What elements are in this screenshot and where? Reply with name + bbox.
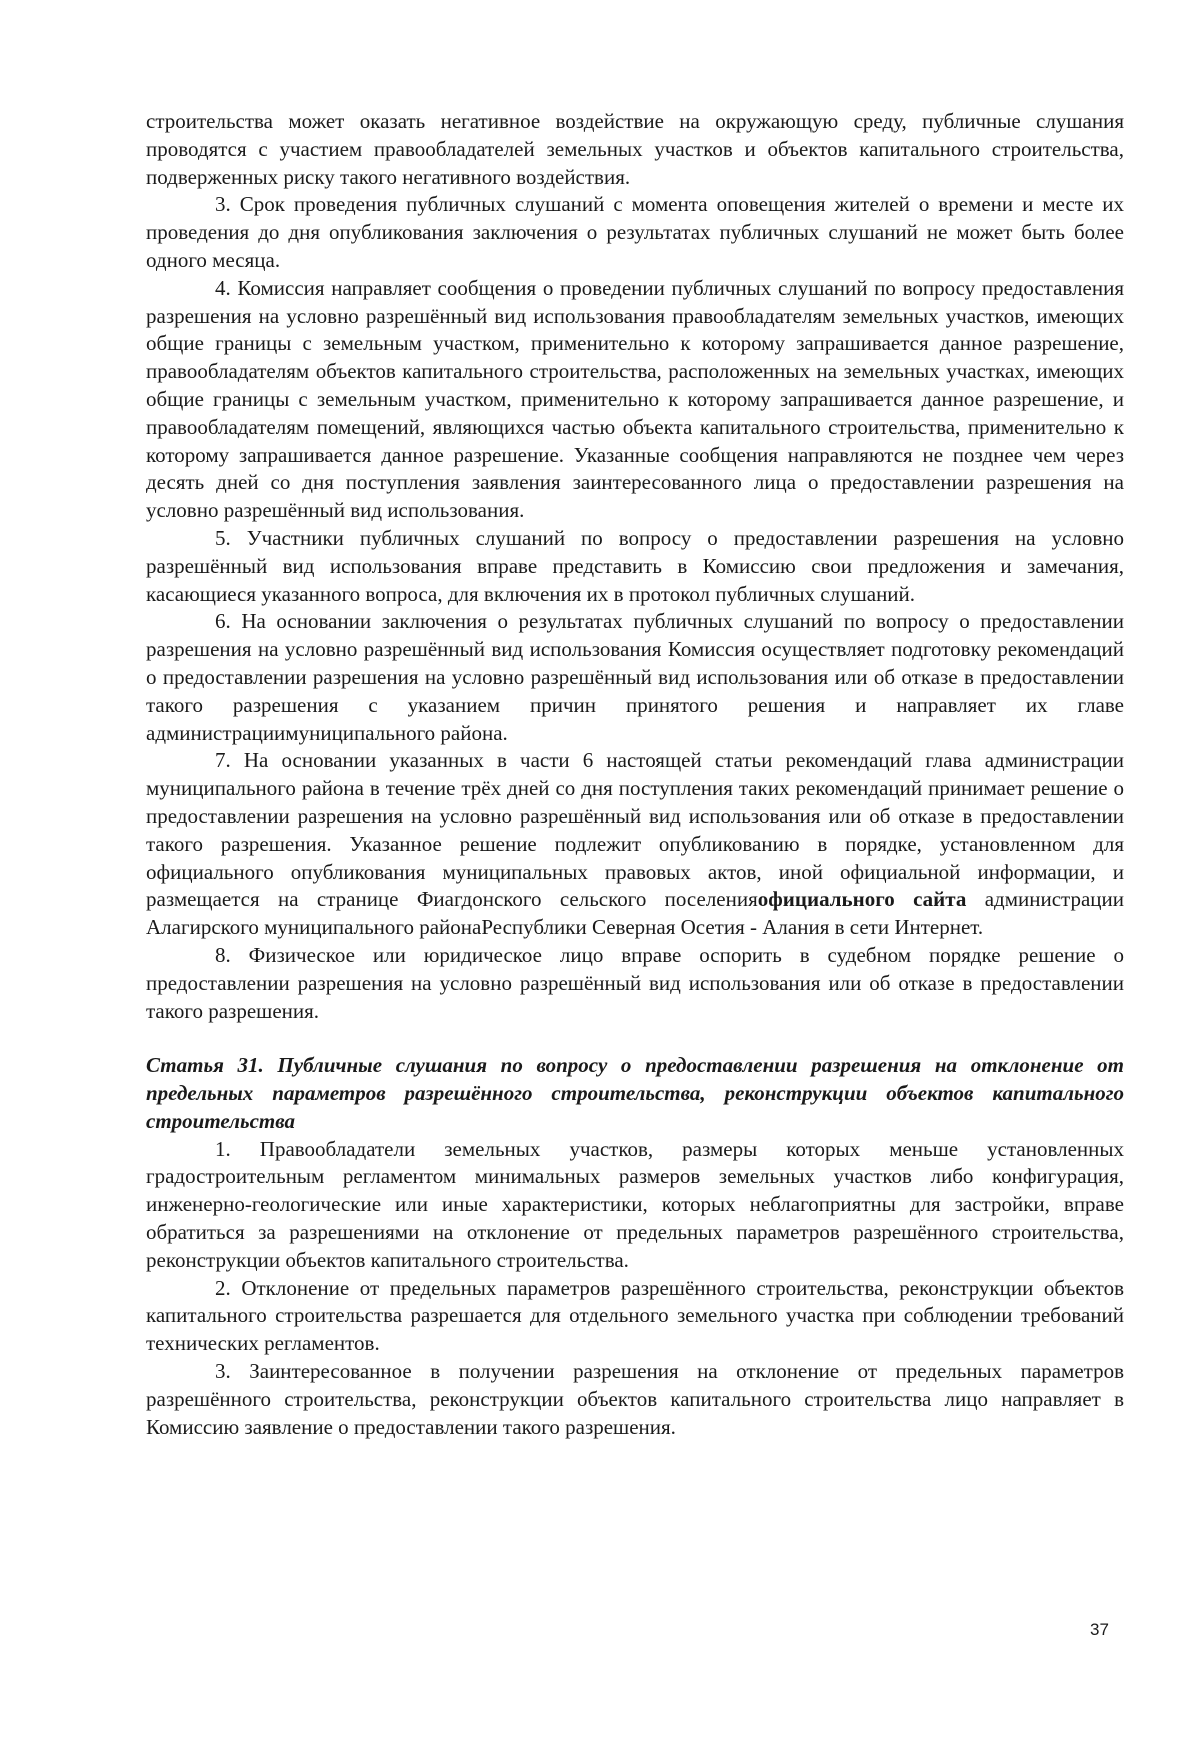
article-31-paragraph-1: 1. Правообладатели земельных участков, размеры которых меньше установленных градостроительным регламентом минимальных размеров земельных участков либо конфигурация, инженерно-геологические или иные характеристики, которых неблагоприятны для застройки, вправе обратиться за разрешениями на отклонение от предельных параметров разрешённого строительства, реконструкции объектов капитального строительства. xyxy=(146,1136,1124,1272)
paragraph-7 xyxy=(146,747,1124,942)
article-31-paragraph-2: 2. Отклонение от предельных параметров разрешённого строительства, реконструкции объектов капитального строительства разрешается для отдельного земельного участка при соблюдении требований технических регламентов. xyxy=(146,1275,1124,1356)
document-page xyxy=(146,108,1124,1441)
paragraph-4: 4. Комиссия направляет сообщения о проведении публичных слушаний по вопросу предоставления разрешения на условно разрешённый вид использования правообладателям земельных участков, имеющих общие границы с земельным участком, применительно к которому запрашивается данное разрешение, правообладателям объектов капитального строительства, расположенных на земельных участках, имеющих общие границы с земельным участком, применительно к которому запрашивается данное разрешение, и правообладателям помещений, являющихся частью объекта капитального строительства, применительно к которому запрашивается данное разрешение. Указанные сообщения направляются не позднее чем через десять дней со дня поступления заявления заинтересованного лица о предоставлении разрешения на условно разрешённый вид использования. xyxy=(146,275,1124,523)
page-number: 37 xyxy=(1090,1620,1109,1639)
paragraph-7-text-end: администрации Алагирского муниципального районаРеспублики Северная Осетия - Алания в сети Интернет. xyxy=(146,887,1124,940)
paragraph-continuation: строительства может оказать негативное воздействие на окружающую среду, публичные слушания проводятся с участием правообладателей земельных участков и объектов капитального строительства, подверженных риску такого негативного воздействия. xyxy=(146,109,1124,189)
paragraph-8: 8. Физическое или юридическое лицо вправе оспорить в судебном порядке решение о предоставлении разрешения на условно разрешённый вид использования или об отказе в предоставлении такого разрешения. xyxy=(146,942,1124,1023)
article-31-paragraph-3: 3. Заинтересованное в получении разрешения на отклонение от предельных параметров разрешённого строительства, реконструкции объектов капитального строительства лицо направляет в Комиссию заявление о предоставлении такого разрешения. xyxy=(146,1359,1124,1439)
paragraph-6: 6. На основании заключения о результатах публичных слушаний по вопросу о предоставлении разрешения на условно разрешённый вид использования Комиссия осуществляет подготовку рекомендаций о предоставлении разрешения на условно разрешённый вид использования или об отказе в предоставлении такого разрешения с указанием причин принятого решения и направляет их главе администрациимуниципального района. xyxy=(146,609,1124,745)
paragraph-3: 3. Срок проведения публичных слушаний с момента оповещения жителей о времени и месте их проведения до дня опубликования заключения о результатах публичных слушаний не может быть более одного месяца. xyxy=(146,192,1124,272)
paragraph-7-bold-text: официального сайта xyxy=(757,887,967,912)
article-31-heading: Статья 31. Публичные слушания по вопросу о предоставлении разрешения на отклонение от предельных параметров разрешённого строительства, реконструкции объектов капитального строительства xyxy=(146,1053,1124,1133)
paragraph-7-text-start: 7. На основании указанных в части 6 настоящей статьи рекомендаций глава администрации муниципального района в течение трёх дней со дня поступления таких рекомендаций принимает решение о предоставлении разрешения на условно разрешённый вид использования или об отказе в предоставлении такого разрешения. Указанное решение подлежит опубликованию в порядке, установленном для официального опубликования муниципальных правовых актов, иной официальной информации, и размещается на странице Фиагдонского сельского поселения xyxy=(146,748,1124,912)
paragraph-5: 5. Участники публичных слушаний по вопросу о предоставлении разрешения на условно разрешённый вид использования вправе представить в Комиссию свои предложения и замечания, касающиеся указанного вопроса, для включения их в протокол публичных слушаний. xyxy=(146,525,1124,606)
